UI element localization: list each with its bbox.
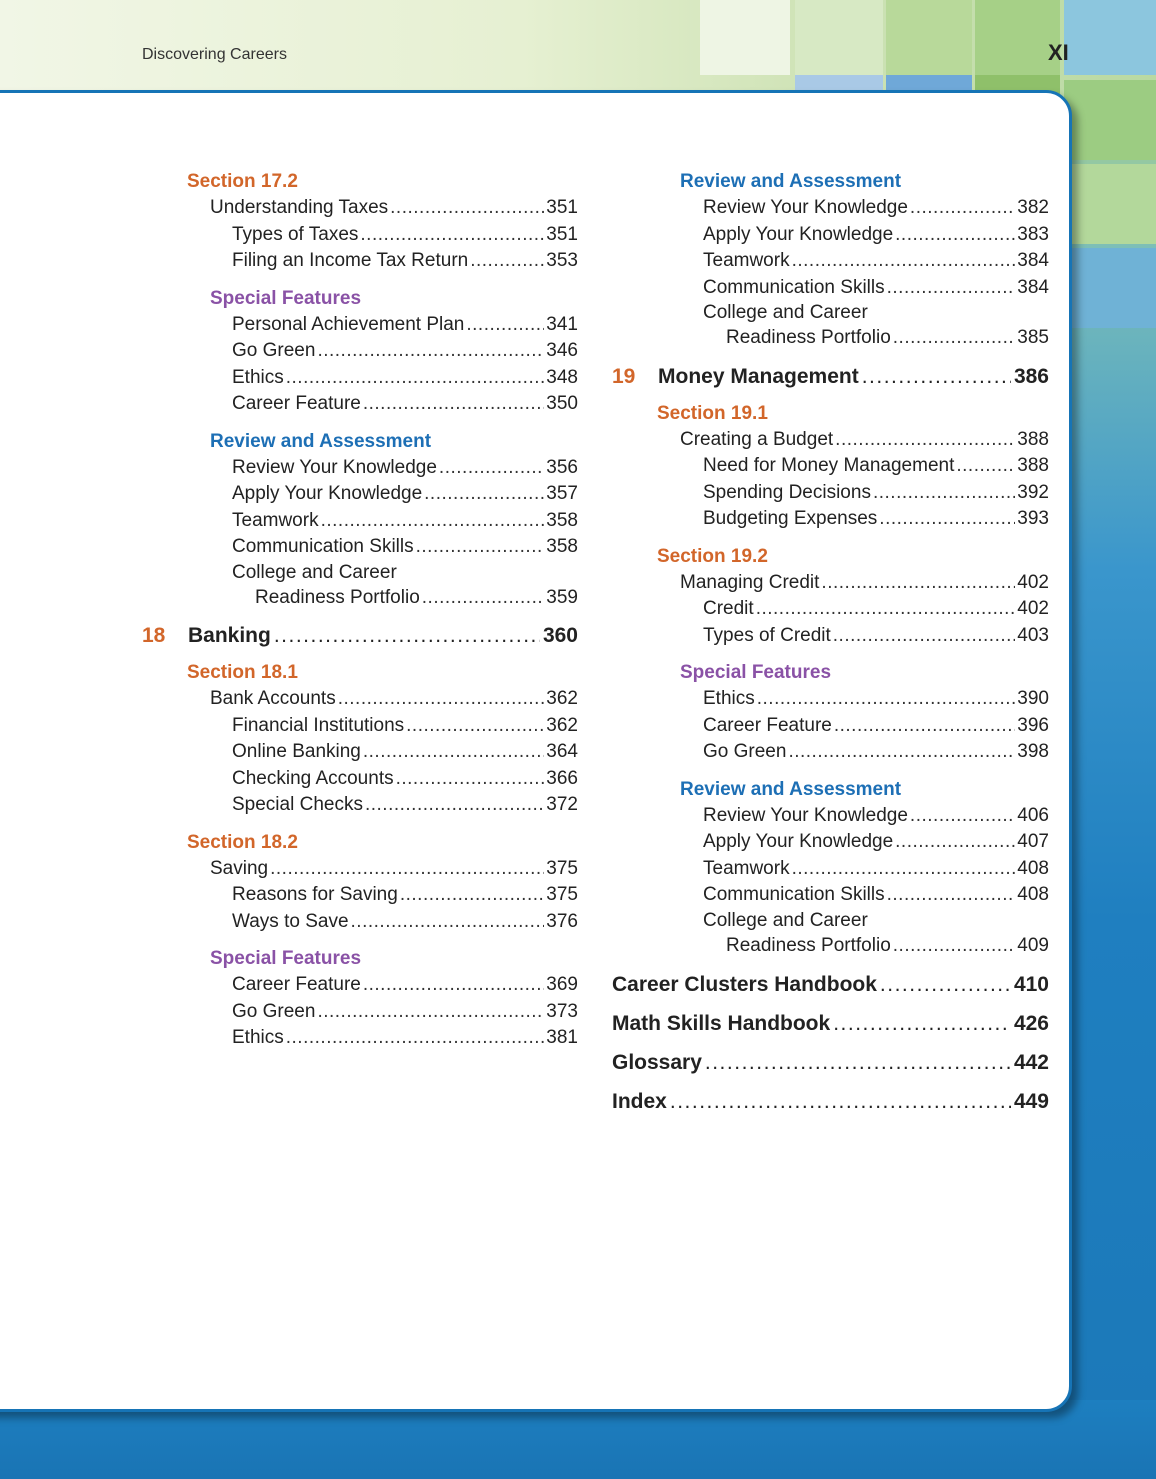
entry-label: Apply Your Knowledge xyxy=(232,483,423,504)
entry-label: Understanding Taxes xyxy=(210,197,389,218)
leader-dots xyxy=(390,195,544,222)
leader-dots xyxy=(788,739,1015,766)
toc-entry[interactable] xyxy=(612,933,1049,960)
entry-page: 381 xyxy=(546,1027,578,1048)
entry-label: Go Green xyxy=(232,1000,316,1022)
leader-dots xyxy=(470,248,544,275)
entry-label: Reasons for Saving xyxy=(232,884,398,905)
entry-label: Career Feature xyxy=(232,393,361,414)
entry-page: 398 xyxy=(1017,741,1049,762)
entry-page: 359 xyxy=(546,586,578,608)
toc-entry[interactable] xyxy=(612,686,1049,713)
entry-label: Special Checks xyxy=(232,794,363,815)
toc-entry[interactable] xyxy=(612,222,1049,249)
toc-entry[interactable] xyxy=(612,325,1049,352)
leader-dots xyxy=(887,275,1016,302)
leader-dots xyxy=(363,391,544,418)
entry-page: 356 xyxy=(546,456,578,478)
toc-entry[interactable] xyxy=(142,248,578,275)
entry-label: Review Your Knowledge xyxy=(232,456,437,478)
toc-entry[interactable] xyxy=(142,856,578,883)
toc-entry[interactable] xyxy=(142,713,578,740)
entry-label: Career Feature xyxy=(703,714,832,736)
toc-entry[interactable] xyxy=(612,195,1049,222)
entry-label: Readiness Portfolio xyxy=(726,934,891,956)
entry-page: 402 xyxy=(1017,571,1049,593)
leader-dots xyxy=(757,686,1016,713)
entry-page: 351 xyxy=(546,223,578,245)
back-matter-page: 426 xyxy=(1013,1012,1049,1035)
entry-label: Communication Skills xyxy=(232,536,414,557)
decor-square xyxy=(1064,0,1156,75)
chapter-entry[interactable] xyxy=(612,362,1049,392)
toc-entry[interactable] xyxy=(612,596,1049,623)
leader-dots xyxy=(862,362,1011,392)
entry-page: 346 xyxy=(546,340,578,361)
toc-entry[interactable] xyxy=(142,312,578,339)
entry-page: 376 xyxy=(546,910,578,932)
entry-page: 384 xyxy=(1017,276,1049,298)
decor-square xyxy=(886,0,972,75)
toc-entry[interactable] xyxy=(612,623,1049,650)
toc-entry[interactable] xyxy=(612,275,1049,302)
review-heading: Review and Assessment xyxy=(210,430,432,452)
decor-square xyxy=(1064,248,1156,328)
toc-entry[interactable] xyxy=(142,195,578,222)
section-heading: Section 18.2 xyxy=(187,831,298,853)
toc-entry[interactable] xyxy=(612,882,1049,909)
leader-dots xyxy=(422,585,545,612)
toc-entry[interactable] xyxy=(142,972,578,999)
entry-page: 385 xyxy=(1017,327,1049,348)
entry-page: 388 xyxy=(1017,455,1049,476)
entry-label: Teamwork xyxy=(703,857,790,879)
leader-dots xyxy=(910,803,1015,830)
leader-dots xyxy=(670,1087,1011,1117)
entry-page: 358 xyxy=(546,509,578,531)
entry-page: 409 xyxy=(1017,934,1049,956)
entry-page: 403 xyxy=(1017,624,1049,646)
entry-page: 372 xyxy=(546,794,578,815)
toc-entry[interactable] xyxy=(142,365,578,392)
entry-page: 384 xyxy=(1017,250,1049,271)
leader-dots xyxy=(439,455,544,482)
toc-entry[interactable] xyxy=(142,391,578,418)
entry-label: Ways to Save xyxy=(232,910,349,932)
leader-dots xyxy=(893,325,1016,352)
back-matter-title: Index xyxy=(612,1090,667,1113)
toc-entry[interactable] xyxy=(142,882,578,909)
entry-page: 408 xyxy=(1017,884,1049,905)
toc-entry[interactable] xyxy=(142,999,578,1026)
leader-dots xyxy=(910,195,1015,222)
portfolio-line: College and Career xyxy=(703,302,868,323)
entry-page: 383 xyxy=(1017,223,1049,245)
entry-label: Apply Your Knowledge xyxy=(703,831,894,852)
leader-dots xyxy=(879,506,1015,533)
back-matter-entry[interactable] xyxy=(612,970,1049,1000)
entry-page: 390 xyxy=(1017,688,1049,709)
back-matter-page: 442 xyxy=(1013,1051,1049,1074)
back-matter-title: Math Skills Handbook xyxy=(612,1012,831,1035)
entry-page: 392 xyxy=(1017,481,1049,503)
section-heading: Section 18.1 xyxy=(187,662,298,683)
review-heading: Review and Assessment xyxy=(680,171,902,192)
toc-entry[interactable] xyxy=(612,803,1049,830)
entry-page: 362 xyxy=(546,714,578,736)
entry-label: Credit xyxy=(703,598,754,619)
entry-label: Creating a Budget xyxy=(680,428,834,450)
page-number: XI xyxy=(1048,40,1069,65)
section-heading: Section 17.2 xyxy=(187,171,298,192)
leader-dots xyxy=(286,365,545,392)
chapter-number: 18 xyxy=(142,624,166,647)
chapter-title: Banking xyxy=(188,624,271,647)
entry-page: 350 xyxy=(546,393,578,414)
toc-entry[interactable] xyxy=(142,909,578,936)
review-heading: Review and Assessment xyxy=(680,778,902,800)
leader-dots xyxy=(833,623,1016,650)
toc-right-column xyxy=(612,168,1049,1117)
decor-square xyxy=(1064,164,1156,244)
toc-entry[interactable] xyxy=(612,739,1049,766)
toc-entry[interactable] xyxy=(612,248,1049,275)
entry-page: 407 xyxy=(1017,831,1049,852)
book-title: Discovering Careers xyxy=(142,46,287,63)
toc-entry[interactable] xyxy=(612,427,1049,454)
back-matter-entry[interactable] xyxy=(612,1009,1049,1039)
chapter-title: Money Management xyxy=(658,364,859,388)
chapter-number: 19 xyxy=(612,364,636,388)
entry-label: Saving xyxy=(210,857,269,879)
leader-dots xyxy=(317,338,544,365)
entry-label: Online Banking xyxy=(232,741,361,762)
back-matter-page: 410 xyxy=(1013,973,1049,996)
leader-dots xyxy=(821,570,1015,597)
leader-dots xyxy=(887,882,1016,909)
leader-dots xyxy=(956,453,1015,480)
entry-label: Readiness Portfolio xyxy=(255,586,420,608)
toc-entry[interactable] xyxy=(142,686,578,713)
toc-entry[interactable] xyxy=(612,570,1049,597)
leader-dots xyxy=(833,1009,1011,1039)
entry-page: 353 xyxy=(546,250,578,271)
toc-entry[interactable] xyxy=(142,222,578,249)
portfolio-line: College and Career xyxy=(703,909,868,931)
entry-page: 373 xyxy=(546,1000,578,1022)
back-matter-page: 449 xyxy=(1013,1090,1049,1113)
section-heading: Section 19.1 xyxy=(657,402,768,424)
leader-dots xyxy=(400,882,544,909)
entry-label: Budgeting Expenses xyxy=(703,508,878,529)
toc-left-column xyxy=(142,168,578,1052)
leader-dots xyxy=(406,713,544,740)
toc-entry[interactable] xyxy=(612,480,1049,507)
toc-entry[interactable] xyxy=(142,766,578,793)
entry-label: Career Feature xyxy=(232,974,361,995)
entry-label: Apply Your Knowledge xyxy=(703,223,894,245)
entry-page: 393 xyxy=(1017,508,1049,529)
toc-entry[interactable] xyxy=(612,506,1049,533)
leader-dots xyxy=(363,972,544,999)
leader-dots xyxy=(895,829,1015,856)
leader-dots xyxy=(274,621,540,651)
entry-page: 388 xyxy=(1017,428,1049,450)
entry-label: Filing an Income Tax Return xyxy=(232,250,469,271)
leader-dots xyxy=(286,1025,545,1052)
leader-dots xyxy=(873,480,1015,507)
entry-label: Review Your Knowledge xyxy=(703,197,908,218)
entry-label: Review Your Knowledge xyxy=(703,804,908,826)
back-matter-entry[interactable] xyxy=(612,1048,1049,1078)
toc-entry[interactable] xyxy=(142,481,578,508)
decor-square xyxy=(795,0,883,75)
entry-page: 375 xyxy=(546,884,578,905)
leader-dots xyxy=(792,248,1016,275)
leader-dots xyxy=(416,534,545,561)
entry-label: Checking Accounts xyxy=(232,767,394,789)
entry-label: Communication Skills xyxy=(703,276,885,298)
chapter-page: 360 xyxy=(542,624,578,647)
entry-label: Teamwork xyxy=(232,509,319,531)
leader-dots xyxy=(792,856,1016,883)
entry-page: 366 xyxy=(546,767,578,789)
toc-entry[interactable] xyxy=(612,453,1049,480)
toc-entry[interactable] xyxy=(612,713,1049,740)
leader-dots xyxy=(756,596,1016,623)
right-decor-strip xyxy=(1064,80,1156,1479)
entry-label: Types of Credit xyxy=(703,624,831,646)
toc-entry[interactable] xyxy=(142,338,578,365)
leader-dots xyxy=(360,222,544,249)
entry-label: Go Green xyxy=(232,340,316,361)
leader-dots xyxy=(424,481,544,508)
entry-page: 406 xyxy=(1017,804,1049,826)
decor-square xyxy=(1064,80,1156,160)
entry-label: Ethics xyxy=(703,688,755,709)
leader-dots xyxy=(396,766,545,793)
back-matter-entry[interactable] xyxy=(612,1087,1049,1117)
entry-page: 408 xyxy=(1017,857,1049,879)
entry-page: 396 xyxy=(1017,714,1049,736)
leader-dots xyxy=(705,1048,1011,1078)
leader-dots xyxy=(338,686,545,713)
toc-entry[interactable] xyxy=(142,455,578,482)
leader-dots xyxy=(893,933,1016,960)
leader-dots xyxy=(351,909,545,936)
special-features-heading: Special Features xyxy=(210,287,362,309)
entry-label: Readiness Portfolio xyxy=(726,327,891,348)
entry-label: Ethics xyxy=(232,1027,284,1048)
toc-entry[interactable] xyxy=(612,829,1049,856)
entry-label: Spending Decisions xyxy=(703,481,871,503)
entry-label: Financial Institutions xyxy=(232,714,405,736)
chapter-page: 386 xyxy=(1013,364,1049,388)
toc-entry[interactable] xyxy=(142,792,578,819)
toc-entry[interactable] xyxy=(142,739,578,766)
entry-page: 351 xyxy=(546,197,578,218)
entry-page: 382 xyxy=(1017,197,1049,218)
entry-page: 362 xyxy=(546,688,578,709)
entry-page: 358 xyxy=(546,536,578,557)
entry-label: Teamwork xyxy=(703,250,790,271)
entry-label: Managing Credit xyxy=(680,571,820,593)
entry-page: 364 xyxy=(546,741,578,762)
entry-page: 357 xyxy=(546,483,578,504)
leader-dots xyxy=(466,312,544,339)
decor-square xyxy=(700,0,790,75)
entry-page: 348 xyxy=(546,366,578,388)
leader-dots xyxy=(895,222,1015,249)
portfolio-line: College and Career xyxy=(232,561,397,583)
special-features-heading: Special Features xyxy=(210,948,362,969)
entry-label: Communication Skills xyxy=(703,884,885,905)
entry-label: Bank Accounts xyxy=(210,688,336,709)
entry-page: 369 xyxy=(546,974,578,995)
leader-dots xyxy=(363,739,544,766)
leader-dots xyxy=(835,427,1015,454)
leader-dots xyxy=(365,792,544,819)
entry-page: 375 xyxy=(546,857,578,879)
toc-entry[interactable] xyxy=(142,585,578,612)
toc-entry[interactable] xyxy=(142,508,578,535)
leader-dots xyxy=(270,856,544,883)
entry-label: Need for Money Management xyxy=(703,455,955,476)
entry-label: Go Green xyxy=(703,741,787,762)
leader-dots xyxy=(834,713,1015,740)
leader-dots xyxy=(880,970,1011,1000)
entry-label: Types of Taxes xyxy=(232,223,359,245)
toc-entry[interactable] xyxy=(142,534,578,561)
entry-label: Ethics xyxy=(232,366,284,388)
toc-entry[interactable] xyxy=(612,856,1049,883)
entry-page: 341 xyxy=(546,313,578,335)
leader-dots xyxy=(317,999,544,1026)
toc-entry[interactable] xyxy=(142,1025,578,1052)
entry-page: 402 xyxy=(1017,598,1049,619)
back-matter-title: Career Clusters Handbook xyxy=(612,973,877,996)
back-matter-title: Glossary xyxy=(612,1051,702,1074)
leader-dots xyxy=(321,508,545,535)
section-heading: Section 19.2 xyxy=(657,545,768,567)
chapter-entry[interactable] xyxy=(142,621,578,651)
special-features-heading: Special Features xyxy=(680,662,832,683)
entry-label: Personal Achievement Plan xyxy=(232,313,465,335)
